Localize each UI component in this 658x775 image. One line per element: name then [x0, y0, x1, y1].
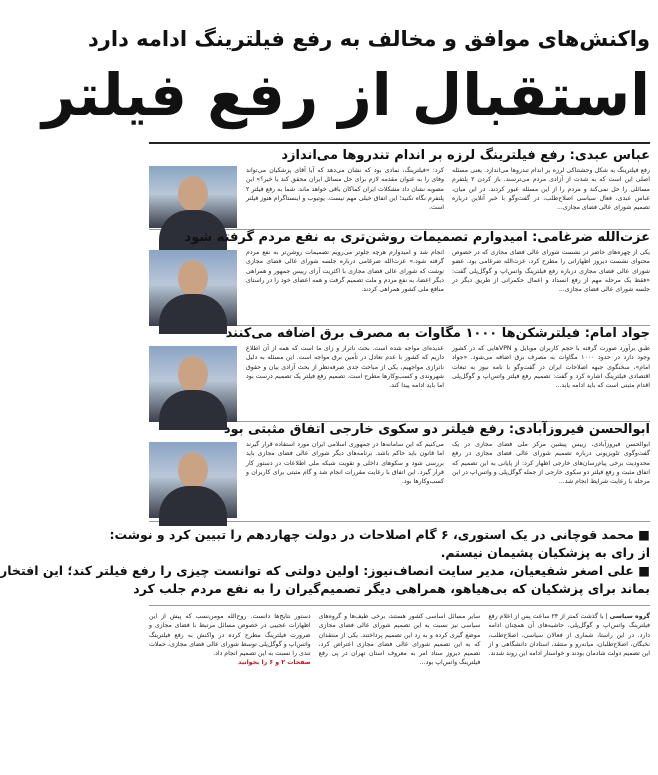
headline: استقبال از رفع فیلتر [41, 61, 650, 129]
story-title: ابوالحسن فیروزآبادی: رفع فیلتر دو سکوی خارجی اتفاق مثبتی بود [223, 422, 650, 437]
portrait-photo [149, 250, 237, 326]
story-text: می‌کنیم که این سامانه‌ها در جمهوری اسلامی ایران مورد استفاده قرار گیرند اما قانون باید حاکم باشد. برنامه‌های دیگر شورای عالی فضای مجازی باید بررسی شود و سکوهای داخلی و تقویت شبکه ملی اطلاعات در دستور کار قرار گیرد. این اتفاق با رعایت مقررات انجام شد و گام مثبتی برای کاربران و کسب‌وکارها بود. [246, 441, 444, 486]
story-javad-emam [149, 326, 650, 422]
story-text: عدیده‌ای مواجه شده است. بحث نا‌تراز و زای ما است که همه از آن اطلاع داریم که کشور با عدم تعادل در تأمین برق مواجه است. این مسئله به دلیل نا‌ترازی مواجهیم، یکی از مباحث جدی صرفه‌نظر از بحث آزادی بیان و حقوق شهروندی و کسب‌وکارها مطرح است. تصمیم رفع فیلتر یک تصمیم درست بود اما باید ادامه پیدا کند. [246, 345, 444, 390]
article-col-right [488, 612, 650, 696]
page-reference[interactable]: صفحات ۲ و ۶ را بخوانید [238, 659, 311, 667]
story-firouzabadi [149, 422, 650, 522]
quote-bullets [0, 522, 650, 597]
lead-article [149, 605, 650, 696]
portrait-photo [149, 346, 237, 422]
article-col-left [149, 612, 311, 696]
story-zarghami [149, 230, 650, 326]
bullet-line: ■ علی اصغر شفیعیان، مدیر سایت انصاف‌نیوز: اولین دولتی که توانست چیزی را رفع فیلتر کند؛ این افتخار [0, 563, 650, 578]
story-text: انجام شد و امیدوارم هرچه جلوتر می‌رویم تصمیمات روشن‌تر به نفع مردم گرفته شود.» عزت‌الله ضرغامی درباره جلسه شورای عالی فضای مجازی نوشت که شورای عالی فضای مجازی با اکثریت آرای رییس جمهور و همراهی دیگر اعضا، به نفع مردم و ملت تصمیم گرفت و همه اعضای خود را در راستای منافع ملی کشور همراهی کردند. [246, 249, 444, 294]
portrait-photo [149, 166, 237, 228]
article-text: دستور نتایج‌ها دانست. روح‌الله مومن‌نسب که پیش از این اظهارات عجیبی در خصوص مسائل مرتبط با فضای مجازی و ضرورت فیلترینگ مطرح کرده در واکنش به رفع فیلترینگ واتس‌اپ و گوگل‌پلی توسط شورای عالی فضای مجازی، حملات تندی را نسبت به این تصمیم انجام داد. [148, 613, 311, 658]
story-text: طبق برآورد صورت گرفته با حجم کاربران موبایل و VPNهایی که در کشور وجود دارد در حدود ۱۰۰۰ مگاوات به مصرف برق اضافه می‌شود. «جواد امام»، سخنگوی جبهه اصلاحات ایران در گفت‌وگو با نامه نیوز به تبعات اقتصادی فیلترینگ اشاره کرد و گفت: تصمیم رفع فیلتر واتس‌اپ و گوگل‌پلی اقدام مثبتی است که باید ادامه یابد... [452, 345, 650, 390]
bullet-line: بماند برای پزشکیان که بی‌هیاهو، همراهی دیگر تصمیم‌گیران را به نفع مردم جلب کرد [133, 581, 650, 596]
newspaper-page [0, 26, 658, 775]
story-title: جواد امام: فیلترشکن‌ها ۱۰۰۰ مگاوات به مصرف برق اضافه می‌کنند [225, 326, 650, 341]
story-text: یکی از چهره‌های حاضر در نشست شورای عالی فضای مجازی که در خصوص محتوای نشست دیروز اظهاراتی را مطرح کرد، عزت‌الله ضرغامی بود. عضو شورای عالی فضای مجازی درباره رفع فیلترینگ واتس‌اپ و گوگل‌پلی گفت: «فقط یک مرحله مهم از رفع انسداد و اعمال حکمرانی از طریق دیگر در جلسه شورای عالی فضای مجازی... [452, 249, 650, 294]
story-text: رفع فیلترینگ به شکل وحشتناکی لرزه بر اندام تندروها می‌اندازد. یعنی مسئله اصلی این است که به شدت از آزادی مردم می‌ترسند. باز کردن ۲ پلتفرم مسائلی را حل نمی‌کند و مردم را از این مسئله عبور کردند. در این میان، عباس عبدی، فعال سیاسی اصلاح‌طلب، در گفت‌وگو با خبر آنلاین درباره تصمیم شورای عالی فضای مجازی... [452, 167, 650, 212]
section-label: گروه سیاسی [609, 613, 650, 620]
bullet-line: از رای به پزشکیان پشیمان نیستم. [440, 545, 650, 560]
story-title: عزت‌الله ضرغامی: امیدوارم تصمیمات روشن‌تری به نفع مردم گرفته شود [184, 230, 650, 245]
article-text: | با گذشت کمتر از ۲۴ ساعت پس از اعلام رفع فیلترینگ واتس‌اپ و گوگل‌پلی، حاشیه‌های آن همچنان ادامه دارد. در این راستا، شماری از فعالان سیاسی، اصلاح‌طلب، نخبگان، اصلاح‌طلبان، میانه‌رو و منتقد، استادان دانشگاهی و از این تصمیم دولت شادمان بودند و خواستار ادامه این روند شدند. [488, 613, 650, 658]
story-text: ابوالحسن فیروزآبادی، رییس پیشین مرکز ملی فضای مجازی در یک گفت‌وگوی تلویزیونی درباره تصمیم شورای عالی فضای مجازی در رفع محدودیت برخی پیام‌رسان‌های خارجی اظهار کرد: از پایانی به این تصمیم که اتفاق مثبت و رفع فیلتر دو سکوی خارجی از جمله گوگل‌پلی و واتس‌اپ در این مرحله با رعایت شرایط انجام شد... [452, 441, 650, 486]
story-text: کرد: «فیلترینگ، نمادی بود که نشان می‌دهد که آیا آقای پزشکیان می‌تواند وفای را به عنوان مقدمه لازم برای حل مسائل ایران محقق کند یا خیر؟» این مصوبه نشان داد مشکلات ایران کماکان باقی خواهد ماند. شما به رفع فیلتر ۲ پلتفرم نگاه نکنید؛ این اتفاق خیلی مهم نیست. یوتیوب و اینستاگرام هنوز فیلتر است. [246, 167, 444, 212]
kicker: واکنش‌های موافق و مخالف به رفع فیلترینگ ادامه دارد [88, 27, 650, 51]
portrait-photo [149, 442, 237, 518]
story-title: عباس عبدی: رفع فیلترینگ لرزه بر اندام تندروها می‌اندازد [281, 148, 650, 163]
bullet-line: ■ محمد قوچانی در یک استوری، ۶ گام اصلاحات در دولت چهاردهم را تبیین کرد و نوشت: [109, 527, 650, 542]
article-col-middle: سایر مسائل اساسی کشور هستند، برخی طیف‌ها و گروه‌های سیاسی نیز نسبت به این تصمیم شورای عالی فضای مجازی موضع گیری کرده و به رد این تصمیم پرداختند. یکی از منتقدان که به این تصمیم شورای عالی فضای مجازی اعتراض کرد، تصمیم دیروز ستاد امر به معروف استان تهران در پی رفع فیلترینگ واتس‌اپ بود... [318, 613, 481, 667]
divider [149, 142, 650, 144]
story-abbas-abdi [149, 148, 650, 230]
